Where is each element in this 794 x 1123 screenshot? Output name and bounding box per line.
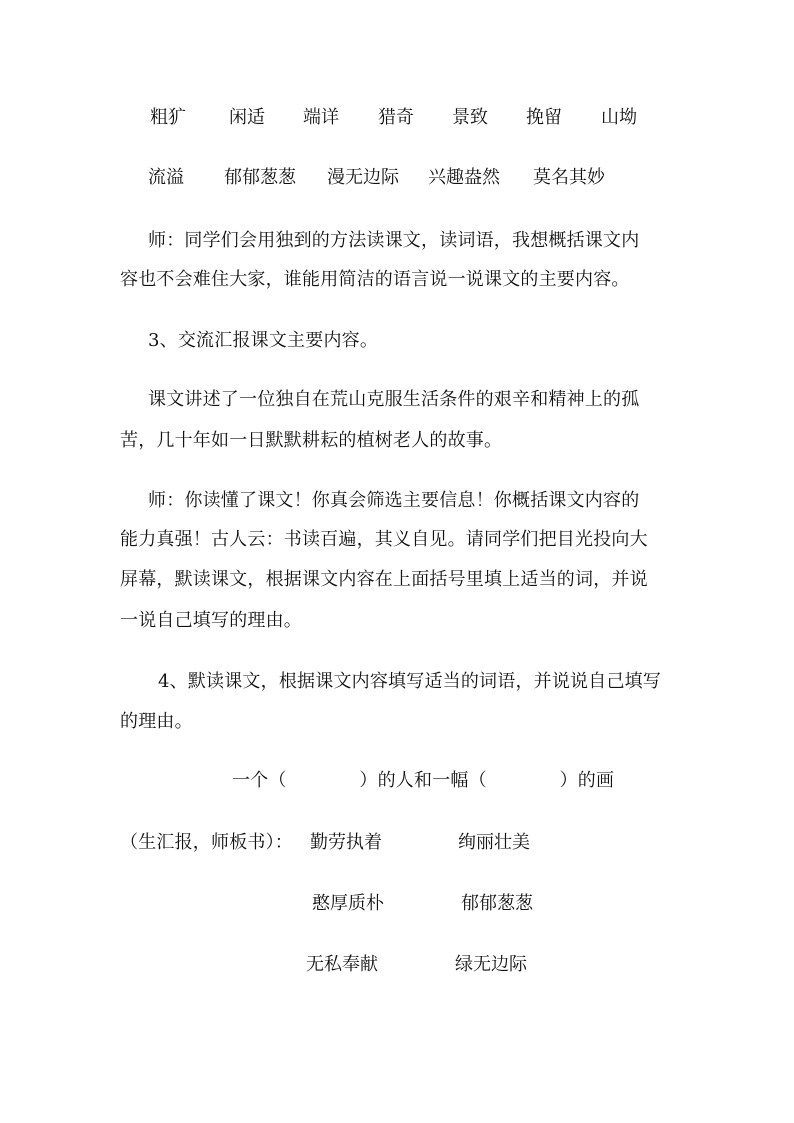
paragraph-line: 容也不会难住大家，谁能用简洁的语言说一说课文的主要内容。 — [120, 269, 630, 290]
vocab-word: 粗犷 — [150, 107, 186, 128]
board-word-right: 绚丽壮美 — [458, 832, 530, 853]
vocab-word: 猎奇 — [378, 107, 414, 128]
board-prefix: （生汇报，师板书）： — [120, 832, 293, 853]
paragraph-line: 能力真强！古人云：书读百遍，其义自见。请同学们把目光投向大 — [120, 529, 648, 550]
paragraph-line: 苦，几十年如一日默默耕耘的植树老人的故事。 — [120, 430, 503, 451]
board-word-right: 绿无边际 — [455, 954, 527, 975]
vocab-word: 端详 — [303, 107, 339, 128]
vocab-word: 兴趣盎然 — [428, 167, 500, 188]
paragraph-line: 一说自己填写的理由。 — [120, 610, 302, 631]
step-heading: 3、交流汇报课文主要内容。 — [148, 330, 379, 351]
board-word-left: 憨厚质朴 — [312, 893, 384, 914]
paragraph-line: 屏幕，默读课文，根据课文内容在上面括号里填上适当的词，并说 — [120, 569, 648, 590]
vocab-word: 莫名其妙 — [533, 167, 605, 188]
paragraph-line: 师：你读懂了课文！你真会筛选主要信息！你概括课文内容的 — [148, 490, 640, 511]
board-word-left: 勤劳执着 — [310, 832, 382, 853]
paragraph-line: 课文讲述了一位独自在荒山克服生活条件的艰辛和精神上的孤 — [148, 389, 640, 410]
board-word-right: 郁郁葱葱 — [461, 893, 533, 914]
vocab-word: 闲适 — [229, 107, 265, 128]
step-heading: 4、默读课文，根据课文内容填写适当的词语，并说说自己填写 — [158, 671, 662, 692]
paragraph-line: 师：同学们会用独到的方法读课文，读词语，我想概括课文内 — [148, 230, 640, 251]
vocab-word: 山坳 — [601, 107, 637, 128]
vocab-word: 挽留 — [526, 107, 562, 128]
vocab-word: 郁郁葱葱 — [224, 167, 296, 188]
step-heading-continued: 的理由。 — [120, 711, 193, 732]
board-word-left: 无私奉献 — [306, 954, 378, 975]
vocab-word: 景致 — [452, 107, 488, 128]
vocab-word: 流溢 — [148, 167, 184, 188]
fill-in-sentence: 一个（ ）的人和一幅（ ）的画 — [232, 770, 615, 791]
vocab-word: 漫无边际 — [327, 167, 399, 188]
